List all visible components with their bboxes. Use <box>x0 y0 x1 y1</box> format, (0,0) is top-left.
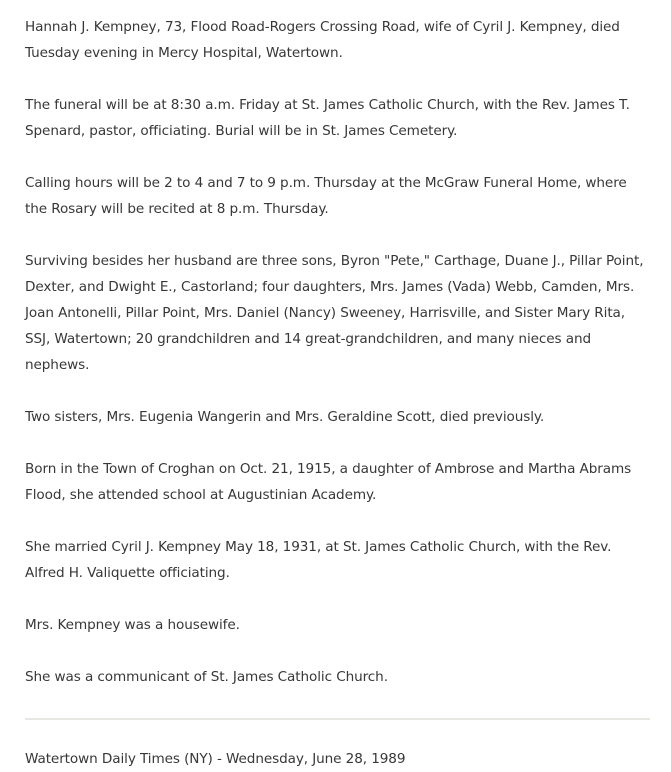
obituary-paragraph-deceased-sisters: Two sisters, Mrs. Eugenia Wangerin and Mrs. Geraldine Scott, died previously. <box>25 409 545 425</box>
obituary-paragraph-church: She was a communicant of St. James Catholic Church. <box>25 669 388 685</box>
source-citation: Watertown Daily Times (NY) - Wednesday, June 28, 1989 <box>25 751 406 767</box>
obituary-paragraph-funeral: The funeral will be at 8:30 a.m. Friday at St. James Catholic Church, with the Rev. James T. Spenard, pastor, officiating. Burial will be in St. James Cemetery. <box>25 97 630 139</box>
obituary-paragraph-occupation: Mrs. Kempney was a housewife. <box>25 617 240 633</box>
obituary-paragraph-marriage: She married Cyril J. Kempney May 18, 1931, at St. James Catholic Church, with the Rev. Alfred H. Valiquette officiating. <box>25 539 612 581</box>
obituary-paragraph-calling-hours: Calling hours will be 2 to 4 and 7 to 9 p.m. Thursday at the McGraw Funeral Home, where the Rosary will be recited at 8 p.m. Thursday. <box>25 175 627 217</box>
obituary-paragraph-survivors: Surviving besides her husband are three sons, Byron "Pete," Carthage, Duane J., Pillar Point, Dexter, and Dwight E., Castorland; four daughters, Mrs. James (Vada) Webb, Camden, Mrs. Joan Antonelli, Pillar Point, Mrs. Daniel (Nancy) Sweeney, Harrisville, and Sister Mary Rita, SSJ, Watertown; 20 grandchildren and 14 great-grandchildren, and many nieces and nephews. <box>25 253 644 373</box>
obituary-paragraph-intro: Hannah J. Kempney, 73, Flood Road-Rogers Crossing Road, wife of Cyril J. Kempney, died Tuesday evening in Mercy Hospital, Watertown. <box>25 19 620 61</box>
divider <box>25 718 650 720</box>
obituary-paragraph-birth: Born in the Town of Croghan on Oct. 21, 1915, a daughter of Ambrose and Martha Abrams Flood, she attended school at Augustinian Academy. <box>25 461 632 503</box>
